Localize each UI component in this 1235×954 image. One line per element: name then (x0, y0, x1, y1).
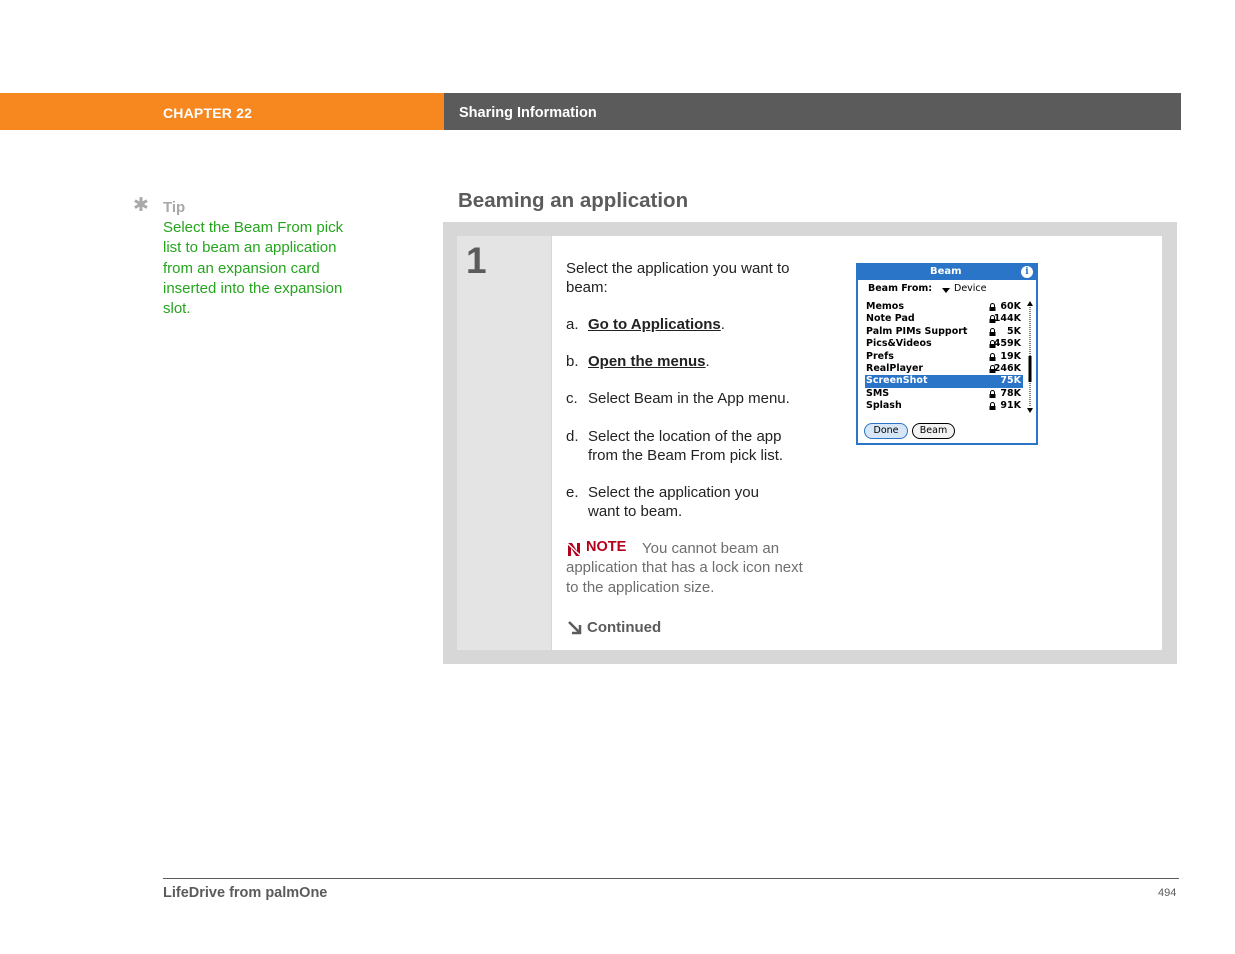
app-list-item[interactable] (865, 301, 1023, 313)
continued-arrow-icon (566, 619, 583, 636)
app-list-item[interactable] (865, 351, 1023, 363)
tip-label: Tip (163, 199, 186, 216)
page-title: Beaming an application (458, 189, 689, 212)
section-label: Sharing Information (459, 105, 597, 121)
app-size: 78K (1000, 387, 1021, 399)
dropdown-triangle-icon (942, 288, 950, 293)
lock-icon (989, 390, 996, 398)
lock-icon (989, 303, 996, 311)
step-item-label: e. (566, 484, 579, 501)
app-name: Palm PIMs Support (866, 325, 968, 337)
step-intro: Select the application you want to beam: (566, 260, 790, 296)
footer-title: LifeDrive from palmOne (163, 885, 328, 901)
step-item-e: Select the application you want to beam. (588, 484, 759, 520)
app-size: 19K (1000, 350, 1021, 362)
tip-text: Select the Beam From pick list to beam an application from an expansion card inserted into the expansion slot. (163, 219, 344, 318)
app-name: ScreenShot (866, 375, 928, 387)
beam-dialog-title: Beam (930, 266, 962, 277)
chapter-header (0, 93, 444, 130)
step-number: 1 (466, 240, 487, 281)
app-size: 5K (1007, 325, 1021, 337)
beam-dialog-title-bar (858, 265, 1036, 280)
app-list-item[interactable] (865, 338, 1023, 350)
step-item-c: Select Beam in the App menu. (588, 390, 790, 407)
app-size: 144K (993, 313, 1021, 325)
step-item-label: a. (566, 316, 579, 333)
note-text: You cannot beam an application that has a lock icon next to the application size. (566, 540, 803, 596)
info-icon: i (1021, 266, 1033, 278)
step-item-b (588, 352, 710, 371)
note-label: NOTE (586, 539, 627, 555)
step-item-a (588, 315, 725, 334)
app-list-item[interactable] (865, 363, 1023, 375)
step-item-d: Select the location of the app from the Beam From pick list. (588, 428, 784, 464)
app-list-item[interactable] (865, 375, 1023, 387)
done-button[interactable]: Done (864, 423, 908, 439)
app-name: Prefs (866, 350, 894, 362)
chapter-label: CHAPTER 22 (163, 105, 253, 121)
footer-divider (163, 878, 1179, 879)
scrollbar (1027, 301, 1033, 413)
continued-label: Continued (587, 619, 662, 636)
beam-button[interactable]: Beam (912, 423, 955, 439)
step-item-suffix: . (720, 316, 725, 333)
app-list-item[interactable] (865, 400, 1023, 412)
beam-from-label: Beam From: (868, 283, 933, 294)
application-list (865, 301, 1023, 413)
page-number: 494 (1158, 887, 1177, 899)
lock-icon (989, 328, 996, 336)
beam-dialog-screenshot (856, 263, 1038, 445)
app-list-item[interactable] (865, 388, 1023, 400)
asterisk-icon: ✱ (133, 195, 149, 216)
step-item-label: b. (566, 353, 579, 370)
app-list-item[interactable] (865, 313, 1023, 325)
app-size: 246K (993, 362, 1021, 374)
step-number-column (457, 236, 551, 650)
beam-from-value: Device (954, 283, 987, 294)
lock-icon (989, 402, 996, 410)
step-item-suffix: . (705, 353, 710, 370)
step-item-label: c. (566, 390, 578, 407)
app-name: RealPlayer (866, 362, 924, 374)
app-list-item[interactable] (865, 326, 1023, 338)
app-size: 75K (1000, 375, 1021, 387)
app-size: 91K (1000, 400, 1021, 412)
open-the-menus-link[interactable]: Open the menus (588, 353, 706, 370)
section-header (444, 93, 1181, 130)
app-size: 459K (993, 338, 1021, 350)
app-name: Note Pad (866, 313, 915, 325)
go-to-applications-link[interactable]: Go to Applications (588, 316, 721, 333)
app-name: Memos (866, 301, 904, 312)
lock-icon (989, 353, 996, 361)
app-size: 60K (1000, 301, 1021, 312)
app-name: Pics&Videos (866, 338, 932, 350)
step-item-label: d. (566, 428, 579, 445)
app-name: Splash (866, 400, 902, 412)
app-name: SMS (866, 387, 890, 399)
